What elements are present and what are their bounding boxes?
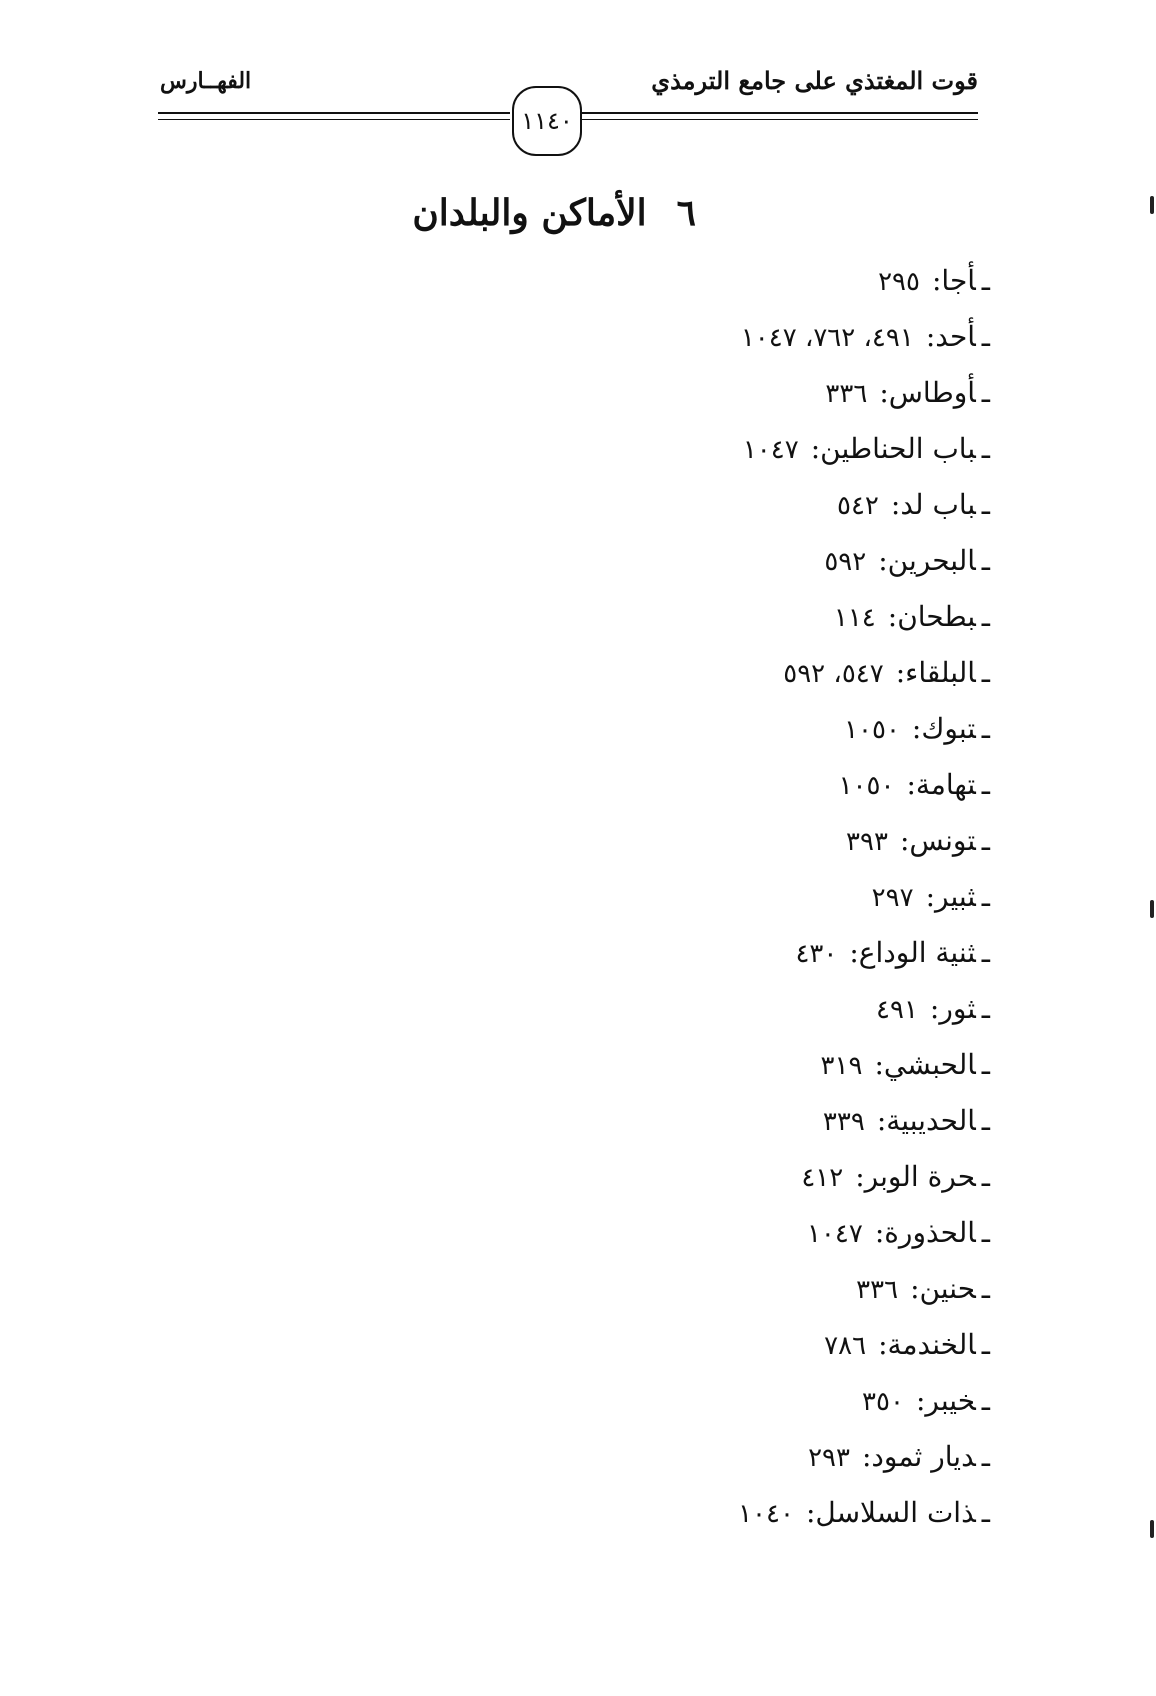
- index-entry: [738, 589, 990, 645]
- index-entry: [738, 365, 990, 421]
- index-entry: [738, 645, 990, 701]
- place-name: أحد:: [925, 320, 976, 353]
- entry-dash: ـ: [981, 656, 990, 689]
- index-entry: [738, 1261, 990, 1317]
- place-name: أجا:: [931, 264, 976, 297]
- page-references: ٢٩٣: [808, 1443, 850, 1473]
- place-name: ذات السلاسل:: [805, 1496, 976, 1529]
- running-header-book-title: قوت المغتذي على جامع الترمذي: [651, 66, 978, 95]
- place-name: بطحان:: [887, 600, 976, 633]
- index-entry: [738, 1149, 990, 1205]
- index-entry: [738, 1093, 990, 1149]
- entry-dash: ـ: [981, 376, 990, 409]
- place-index-list: [738, 253, 990, 1541]
- header-rule-right-bottom: [580, 119, 978, 120]
- place-name: ديار ثمود:: [862, 1440, 976, 1473]
- index-entry: [738, 533, 990, 589]
- header-rule-left-top: [158, 112, 510, 114]
- page-references: ٣٩٣: [846, 827, 888, 857]
- entry-dash: ـ: [981, 1328, 990, 1361]
- page-references: ١٠٤٧: [806, 1219, 863, 1249]
- page-references: ٤٩١، ٧٦٢، ١٠٤٧: [740, 323, 914, 353]
- place-name: ثور:: [929, 992, 976, 1025]
- page-references: ٤٣٠: [795, 939, 838, 969]
- index-entry: [738, 1205, 990, 1261]
- place-name: ثبير:: [925, 880, 976, 913]
- entry-dash: ـ: [981, 1216, 990, 1249]
- place-name: ثنية الوداع:: [849, 936, 976, 969]
- place-name: حرة الوبر:: [855, 1160, 976, 1193]
- entry-dash: ـ: [981, 880, 990, 913]
- page-references: ١٠٤٠: [738, 1499, 794, 1529]
- entry-dash: ـ: [981, 1160, 990, 1193]
- header-rule-right-top: [580, 112, 978, 114]
- entry-dash: ـ: [981, 264, 990, 297]
- place-name: الحبشي:: [874, 1048, 976, 1081]
- entry-dash: ـ: [981, 1104, 990, 1137]
- page-references: ٤١٢: [801, 1163, 844, 1193]
- section-title: الأماكن والبلدان: [412, 192, 647, 234]
- place-name: باب لد:: [890, 488, 976, 521]
- entry-dash: ـ: [981, 824, 990, 857]
- entry-dash: ـ: [981, 1384, 990, 1417]
- scan-edge-mark: [1150, 1520, 1154, 1538]
- index-entry: [738, 1373, 990, 1429]
- entry-dash: ـ: [981, 992, 990, 1025]
- scan-edge-mark: [1150, 900, 1154, 918]
- entry-dash: ـ: [981, 544, 990, 577]
- index-entry: [738, 757, 990, 813]
- page-number: ١١٤٠: [512, 86, 582, 156]
- entry-dash: ـ: [981, 712, 990, 745]
- place-name: الخندمة:: [878, 1328, 976, 1361]
- entry-dash: ـ: [981, 1272, 990, 1305]
- running-header-section: الفهــارس: [160, 68, 252, 94]
- page-references: ٤٩١: [876, 995, 918, 1025]
- entry-dash: ـ: [981, 1048, 990, 1081]
- place-name: الحذورة:: [874, 1216, 976, 1249]
- index-entry: [738, 1429, 990, 1485]
- place-name: تبوك:: [911, 712, 976, 745]
- entry-dash: ـ: [981, 768, 990, 801]
- place-name: تهامة:: [906, 768, 976, 801]
- page-references: ٣٣٦: [825, 379, 868, 409]
- place-name: أوطاس:: [879, 376, 976, 409]
- page-references: ١١٤: [833, 603, 876, 633]
- page-references: ٥٤٧، ٥٩٢: [783, 659, 884, 689]
- page-references: ٥٩٢: [824, 547, 867, 577]
- entry-dash: ـ: [981, 600, 990, 633]
- index-entry: [738, 477, 990, 533]
- entry-dash: ـ: [981, 432, 990, 465]
- index-entry: [738, 925, 990, 981]
- entry-dash: ـ: [981, 488, 990, 521]
- index-entry: [738, 813, 990, 869]
- place-name: باب الحناطين:: [810, 432, 976, 465]
- entry-dash: ـ: [981, 1440, 990, 1473]
- section-number: ٦: [676, 192, 696, 234]
- page-references: ٣٥٠: [862, 1387, 904, 1417]
- section-heading: [412, 192, 696, 234]
- page-references: ٣١٩: [820, 1051, 863, 1081]
- page-references: ١٠٥٠: [838, 771, 895, 801]
- index-entry: [738, 253, 990, 309]
- page-references: ٧٨٦: [824, 1331, 867, 1361]
- page-references: ٣٣٦: [856, 1275, 899, 1305]
- index-entry: [738, 1485, 990, 1541]
- index-entry: [738, 421, 990, 477]
- index-entry: [738, 1037, 990, 1093]
- page-references: ٣٣٩: [822, 1107, 865, 1137]
- entry-dash: ـ: [981, 320, 990, 353]
- page-references: ١٠٥٠: [844, 715, 900, 745]
- index-entry: [738, 1317, 990, 1373]
- place-name: الحديبية:: [876, 1104, 976, 1137]
- index-entry: [738, 869, 990, 925]
- entry-dash: ـ: [981, 1496, 990, 1529]
- index-entry: [738, 701, 990, 757]
- page-references: ١٠٤٧: [742, 435, 799, 465]
- page-references: ٥٤٢: [836, 491, 879, 521]
- place-name: حنين:: [910, 1272, 976, 1305]
- place-name: البحرين:: [878, 544, 976, 577]
- place-name: تونس:: [899, 824, 976, 857]
- header-rule-left-bottom: [158, 119, 510, 120]
- index-entry: [738, 981, 990, 1037]
- page-references: ٢٩٥: [878, 267, 920, 297]
- place-name: البلقاء:: [895, 656, 976, 689]
- place-name: خيبر:: [915, 1384, 976, 1417]
- page-references: ٢٩٧: [871, 883, 914, 913]
- index-entry: [738, 309, 990, 365]
- entry-dash: ـ: [981, 936, 990, 969]
- scan-edge-mark: [1150, 196, 1154, 214]
